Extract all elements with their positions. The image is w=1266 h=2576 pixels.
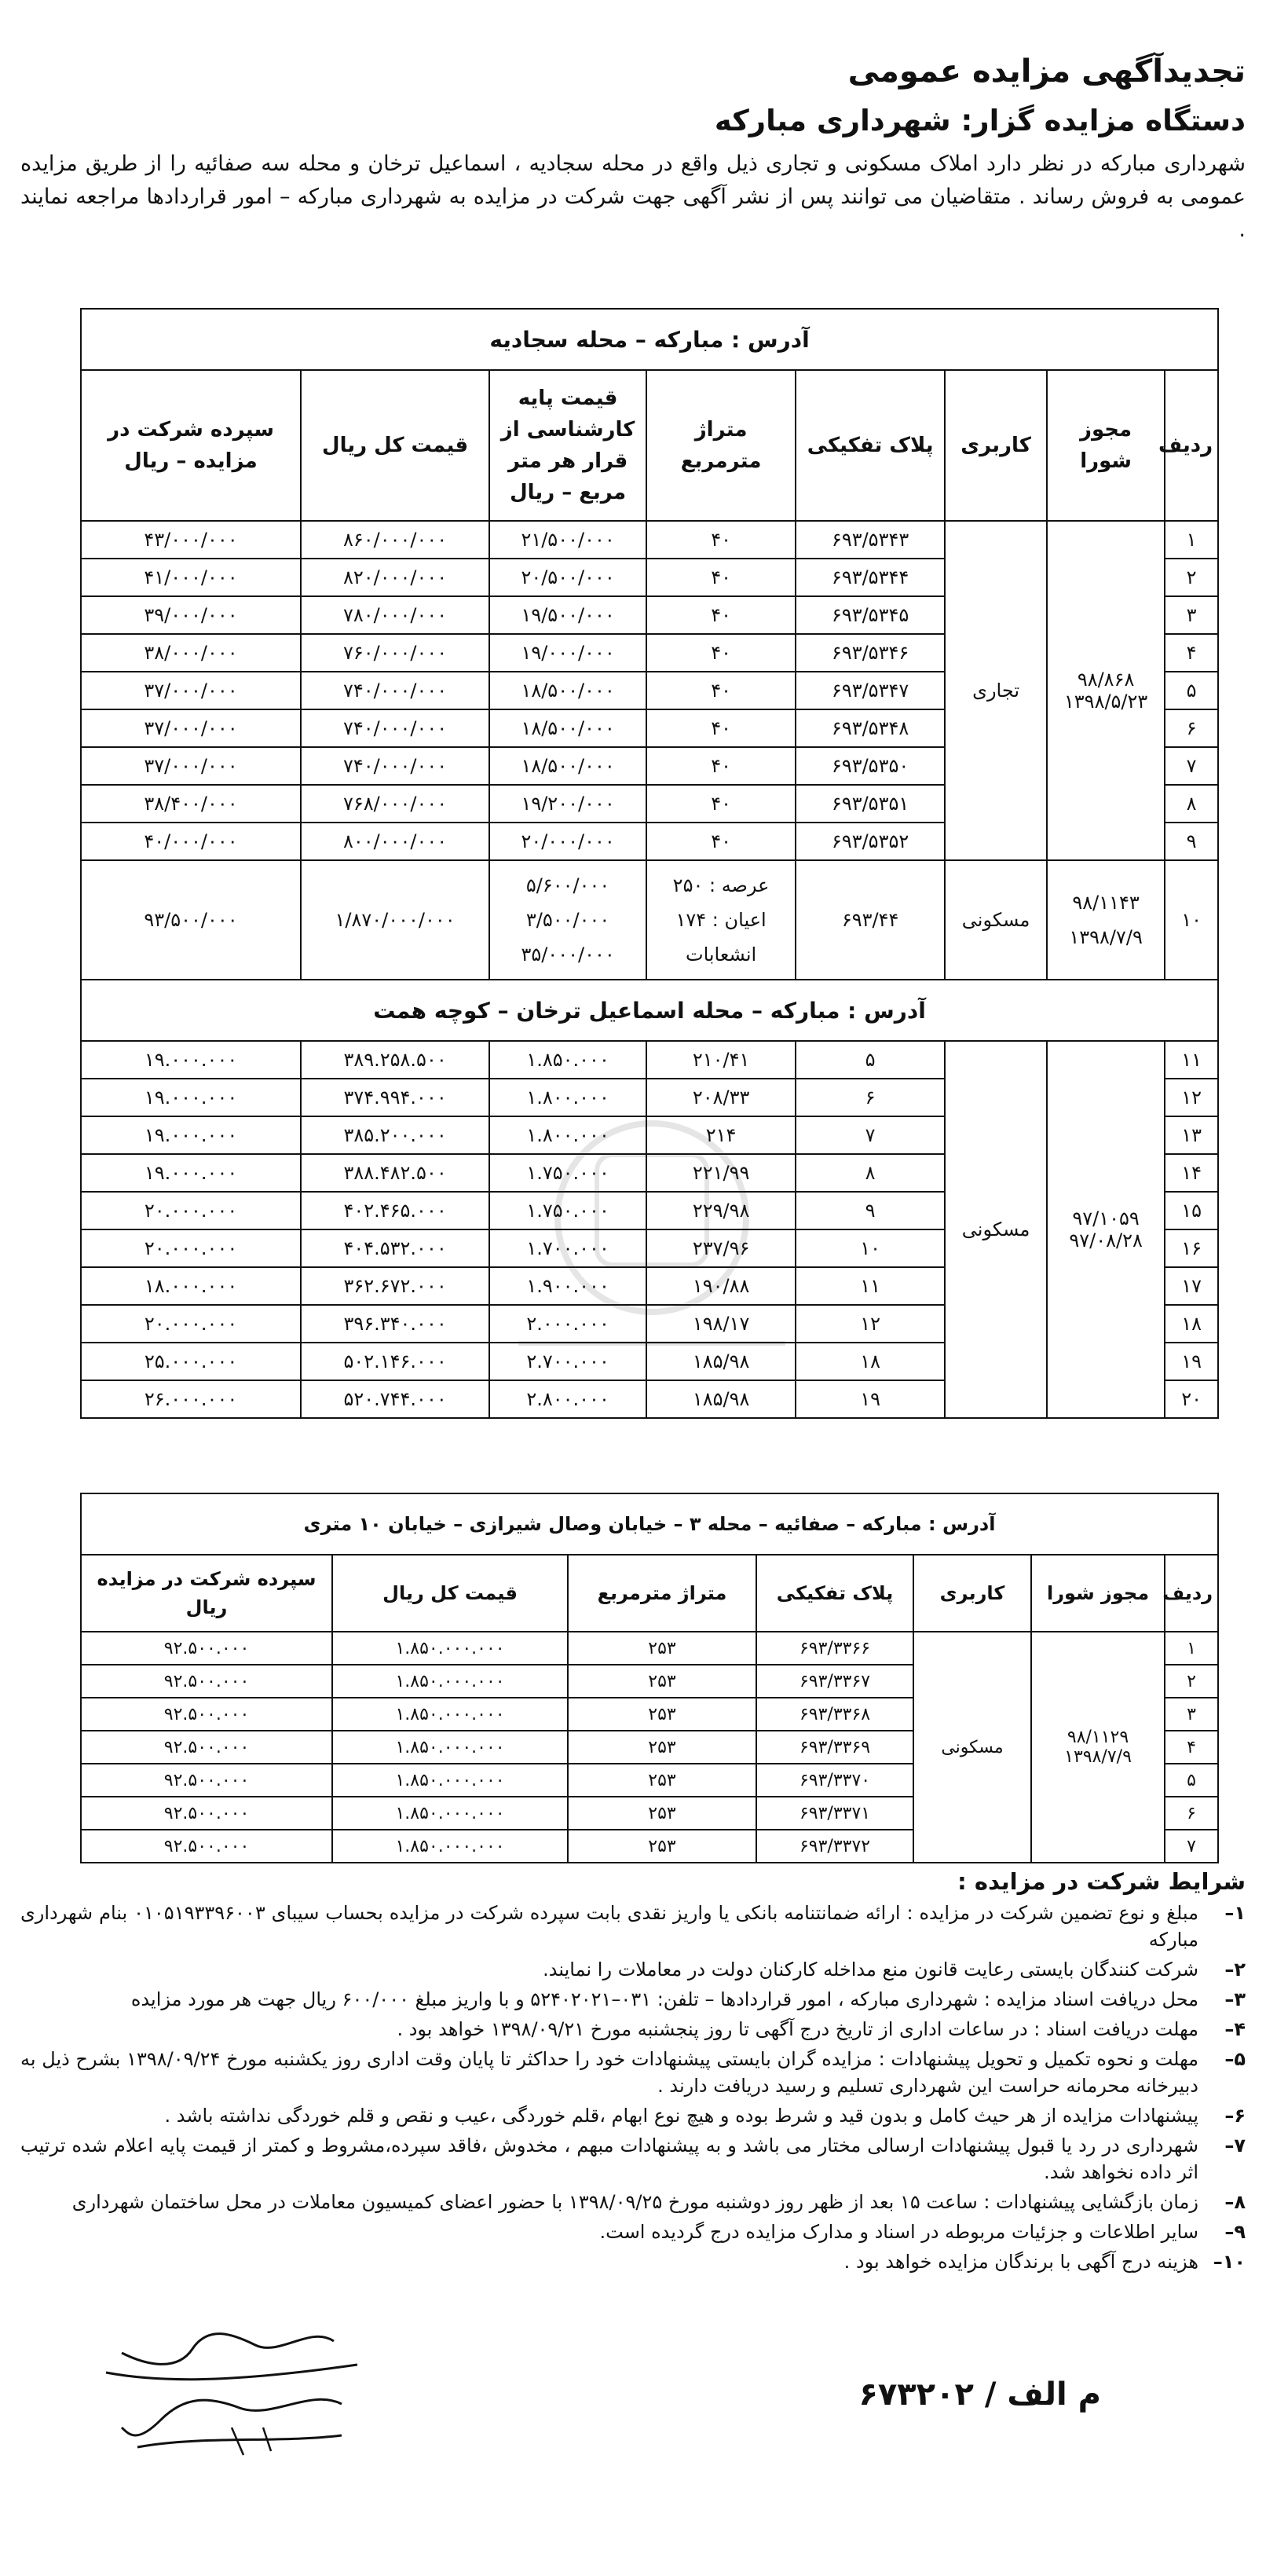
total-price-cell: ۳۹۶.۳۴۰.۰۰۰	[301, 1305, 489, 1343]
deposit-cell: ۹۲.۵۰۰.۰۰۰	[81, 1665, 332, 1698]
col-header-usage: کاربری	[945, 370, 1047, 521]
area-cell: ۴۰	[646, 785, 796, 823]
area-cell: ۲۱۴	[646, 1116, 796, 1154]
col-header-row: ردیف	[1165, 370, 1218, 521]
total-price-cell: ۷۶۰/۰۰۰/۰۰۰	[301, 634, 489, 672]
table-row	[81, 1041, 1218, 1079]
col-header-usage: کاربری	[913, 1555, 1031, 1632]
page-title: تجدیدآگهی مزایده عمومی	[847, 53, 1246, 90]
table-row	[81, 1632, 1218, 1665]
plaque-cell: ۶۹۳/۳۳۷۰	[756, 1764, 913, 1797]
properties-table-1	[80, 308, 1219, 1419]
total-price-cell: ۷۶۸/۰۰۰/۰۰۰	[301, 785, 489, 823]
address-cell: آدرس : مبارکه – صفائیه – محله ۳ – خیابان وصال شیرازی – خیابان ۱۰ متری	[81, 1493, 1218, 1555]
condition-item	[20, 1956, 1246, 1983]
deposit-cell: ۳۷/۰۰۰/۰۰۰	[81, 672, 301, 709]
row-number: ۹	[1165, 823, 1218, 860]
permit-cell: ۹۸/۱۱۴۳ ۱۳۹۸/۷/۹	[1047, 860, 1165, 980]
plaque-cell: ۶۹۳/۵۳۴۷	[796, 672, 945, 709]
condition-number: ۲–	[1224, 1959, 1246, 1981]
condition-item	[20, 2046, 1246, 2099]
plaque-cell: ۶۹۳/۳۳۶۶	[756, 1632, 913, 1665]
condition-text: مهلت دریافت اسناد : در ساعات اداری از تاریخ درج آگهی تا روز پنجشنبه مورخ ۱۳۹۸/۰۹/۲۱ خواهد بود .	[397, 2018, 1198, 2040]
deposit-cell: ۹۲.۵۰۰.۰۰۰	[81, 1731, 332, 1764]
condition-item	[20, 2102, 1246, 2129]
deposit-cell: ۲۵.۰۰۰.۰۰۰	[81, 1343, 301, 1380]
plaque-cell: ۶۹۳/۳۳۶۹	[756, 1731, 913, 1764]
address-row	[81, 980, 1218, 1041]
col-header-plaque: پلاک تفکیکی	[796, 370, 945, 521]
base-price-cell: ۱.۸۰۰.۰۰۰	[489, 1116, 646, 1154]
deposit-cell: ۲۰.۰۰۰.۰۰۰	[81, 1305, 301, 1343]
plaque-cell: ۶۹۳/۵۳۵۱	[796, 785, 945, 823]
area-cell: ۲۰۸/۳۳	[646, 1079, 796, 1116]
intro-paragraph: شهرداری مبارکه در نظر دارد املاک مسکونی و تجاری ذیل واقع در محله سجادیه ، اسماعیل ترخان و محله سه صفائیه را از طریق مزایده عمومی به فروش رساند . متقاضیان می توانند پس از نشر آگهی جهت شرکت در مزایده به شهرداری مبارکه – امور قراردادها مراجعه نمایند .	[20, 152, 1246, 242]
plaque-cell: ۶۹۳/۵۳۵۲	[796, 823, 945, 860]
row-number: ۱	[1165, 521, 1218, 559]
area-cell: ۲۵۳	[568, 1698, 756, 1731]
col-header-deposit: سپرده شرکت در مزایده – ریال	[81, 370, 301, 521]
base-price-cell: ۲۰/۵۰۰/۰۰۰	[489, 559, 646, 596]
row-number: ۲	[1165, 559, 1218, 596]
condition-item	[20, 2189, 1246, 2215]
row-number: ۷	[1165, 1830, 1218, 1863]
plaque-cell: ۶۹۳/۳۳۷۱	[756, 1797, 913, 1830]
area-cell: ۴۰	[646, 634, 796, 672]
col-header-deposit: سپرده شرکت در مزایده ریال	[81, 1555, 332, 1632]
area-cell: ۲۵۳	[568, 1830, 756, 1863]
row-number: ۱۹	[1165, 1343, 1218, 1380]
row-number: ۱۲	[1165, 1079, 1218, 1116]
total-price-cell: ۳۸۵.۲۰۰.۰۰۰	[301, 1116, 489, 1154]
row-number: ۶	[1165, 709, 1218, 747]
table-row	[81, 860, 1218, 980]
area-cell: ۱۹۰/۸۸	[646, 1267, 796, 1305]
deposit-cell: ۹۲.۵۰۰.۰۰۰	[81, 1698, 332, 1731]
row-number: ۱۷	[1165, 1267, 1218, 1305]
deposit-cell: ۹۲.۵۰۰.۰۰۰	[81, 1632, 332, 1665]
area-cell: ۲۱۰/۴۱	[646, 1041, 796, 1079]
col-header-area: متراژ مترمربع	[568, 1555, 756, 1632]
deposit-cell: ۱۹.۰۰۰.۰۰۰	[81, 1154, 301, 1192]
row-number: ۵	[1165, 1764, 1218, 1797]
plaque-cell: ۶۹۳/۵۳۴۳	[796, 521, 945, 559]
base-cell: ۵/۶۰۰/۰۰۰ ۳/۵۰۰/۰۰۰ ۳۵/۰۰۰/۰۰۰	[489, 860, 646, 980]
total-price-cell: ۷۴۰/۰۰۰/۰۰۰	[301, 747, 489, 785]
deposit-cell: ۲۰.۰۰۰.۰۰۰	[81, 1229, 301, 1267]
table-row	[81, 521, 1218, 559]
condition-number: ۴–	[1224, 2018, 1246, 2040]
condition-text: شهرداری در رد یا قبول پیشنهادات ارسالی مختار می باشد و به پیشنهادات مبهم ، مخدوش ،فاقد سپرده،مشروط و کمتر از قیمت پایه اعلام شده ترتیب اثر داده نخواهد شد.	[20, 2134, 1198, 2183]
total-price-cell: ۱.۸۵۰.۰۰۰.۰۰۰	[332, 1698, 568, 1731]
base-price-cell: ۲.۰۰۰.۰۰۰	[489, 1305, 646, 1343]
base-price-cell: ۱.۷۵۰.۰۰۰	[489, 1154, 646, 1192]
base-price-cell: ۱۸/۵۰۰/۰۰۰	[489, 709, 646, 747]
deposit-cell: ۳۸/۰۰۰/۰۰۰	[81, 634, 301, 672]
base-price-cell: ۱۹/۲۰۰/۰۰۰	[489, 785, 646, 823]
deposit-cell: ۳۷/۰۰۰/۰۰۰	[81, 709, 301, 747]
area-cell: ۲۵۳	[568, 1731, 756, 1764]
row-number: ۱۸	[1165, 1305, 1218, 1343]
area-cell: ۴۰	[646, 709, 796, 747]
row-number: ۳	[1165, 596, 1218, 634]
row-number: ۱	[1165, 1632, 1218, 1665]
plaque-cell: ۸	[796, 1154, 945, 1192]
row-number: ۲۰	[1165, 1380, 1218, 1418]
usage-cell: مسکونی	[945, 860, 1047, 980]
header-row	[81, 1555, 1218, 1632]
plaque-cell: ۵	[796, 1041, 945, 1079]
deposit-cell: ۹۲.۵۰۰.۰۰۰	[81, 1830, 332, 1863]
deposit-cell: ۱۹.۰۰۰.۰۰۰	[81, 1079, 301, 1116]
base-price-cell: ۱.۸۵۰.۰۰۰	[489, 1041, 646, 1079]
area-cell: ۲۲۱/۹۹	[646, 1154, 796, 1192]
base-price-cell: ۲.۸۰۰.۰۰۰	[489, 1380, 646, 1418]
condition-number: ۸–	[1224, 2191, 1246, 2213]
condition-text: هزینه درج آگهی با برندگان مزایده خواهد بود .	[843, 2251, 1198, 2273]
plaque-cell: ۱۰	[796, 1229, 945, 1267]
total-price-cell: ۷۴۰/۰۰۰/۰۰۰	[301, 709, 489, 747]
total-price-cell: ۴۰۲.۴۶۵.۰۰۰	[301, 1192, 489, 1229]
area-cell: ۱۹۸/۱۷	[646, 1305, 796, 1343]
col-header-permit: مجوز شورا	[1031, 1555, 1165, 1632]
condition-item	[20, 2016, 1246, 2043]
total-price-cell: ۳۸۹.۲۵۸.۵۰۰	[301, 1041, 489, 1079]
row-number: ۲	[1165, 1665, 1218, 1698]
condition-text: محل دریافت اسناد مزایده : شهرداری مبارکه ، امور قراردادها – تلفن: ۰۳۱–۵۲۴۰۲۰۲۱ و با واریز مبلغ ۶۰۰/۰۰۰ ریال جهت هر مورد مزایده	[130, 1988, 1198, 2010]
deposit-cell: ۱۹.۰۰۰.۰۰۰	[81, 1116, 301, 1154]
area-cell: ۴۰	[646, 672, 796, 709]
col-header-total-price: قیمت کل ریال	[301, 370, 489, 521]
base-price-cell: ۱۹/۰۰۰/۰۰۰	[489, 634, 646, 672]
condition-text: سایر اطلاعات و جزئیات مربوطه در اسناد و مدارک مزایده درج گردیده است.	[599, 2221, 1198, 2243]
usage-cell: مسکونی	[945, 1041, 1047, 1418]
usage-cell: مسکونی	[913, 1632, 1031, 1863]
row-number: ۳	[1165, 1698, 1218, 1731]
area-cell: ۲۵۳	[568, 1797, 756, 1830]
area-cell: ۴۰	[646, 823, 796, 860]
area-cell: ۴۰	[646, 596, 796, 634]
row-number: ۱۱	[1165, 1041, 1218, 1079]
condition-number: ۵–	[1224, 2048, 1246, 2070]
base-price-cell: ۲۱/۵۰۰/۰۰۰	[489, 521, 646, 559]
total-price-cell: ۱.۸۵۰.۰۰۰.۰۰۰	[332, 1731, 568, 1764]
area-cell: ۴۰	[646, 559, 796, 596]
plaque-cell: ۶۹۳/۵۳۴۵	[796, 596, 945, 634]
condition-text: مهلت و نحوه تکمیل و تحویل پیشنهادات : مزایده گران بایستی پیشنهادات خود را حداکثر تا پایان وقت اداری روز یکشنبه مورخ ۱۳۹۸/۰۹/۲۴ بشرح ذیل به دبیرخانه محرمانه حراست این شهرداری تسلیم و رسید دریافت دارند .	[20, 2048, 1198, 2097]
plaque-cell: ۶۹۳/۵۳۵۰	[796, 747, 945, 785]
condition-number: ۱۰–	[1213, 2251, 1246, 2273]
row-number: ۷	[1165, 747, 1218, 785]
deposit-cell: ۴۱/۰۰۰/۰۰۰	[81, 559, 301, 596]
base-price-cell: ۱۸/۵۰۰/۰۰۰	[489, 747, 646, 785]
condition-number: ۶–	[1224, 2105, 1246, 2127]
address-cell: آدرس : مبارکه – محله سجادیه	[81, 309, 1218, 370]
total-price-cell: ۳۷۴.۹۹۴.۰۰۰	[301, 1079, 489, 1116]
plaque-cell: ۷	[796, 1116, 945, 1154]
area-cell: ۱۸۵/۹۸	[646, 1343, 796, 1380]
col-header-area: متراژ مترمربع	[646, 370, 796, 521]
permit-cell: ۹۸/۸۶۸ ۱۳۹۸/۵/۲۳	[1047, 521, 1165, 860]
area-cell: ۲۳۷/۹۶	[646, 1229, 796, 1267]
row-number: ۸	[1165, 785, 1218, 823]
total-price-cell: ۱.۸۵۰.۰۰۰.۰۰۰	[332, 1665, 568, 1698]
total-price-cell: ۵۰۲.۱۴۶.۰۰۰	[301, 1343, 489, 1380]
deposit-cell: ۴۰/۰۰۰/۰۰۰	[81, 823, 301, 860]
condition-item	[20, 1986, 1246, 2013]
address-cell: آدرس : مبارکه – محله اسماعیل ترخان – کوچه همت	[81, 980, 1218, 1041]
col-header-base-price: قیمت پایه کارشناسی از قرار هر متر مربع – ریال	[489, 370, 646, 521]
total-price-cell: ۸۲۰/۰۰۰/۰۰۰	[301, 559, 489, 596]
deposit-cell: ۹۳/۵۰۰/۰۰۰	[81, 860, 301, 980]
area-cell: ۱۸۵/۹۸	[646, 1380, 796, 1418]
total-price-cell: ۳۶۲.۶۷۲.۰۰۰	[301, 1267, 489, 1305]
total-price-cell: ۸۶۰/۰۰۰/۰۰۰	[301, 521, 489, 559]
plaque-cell: ۱۹	[796, 1380, 945, 1418]
row-number: ۱۶	[1165, 1229, 1218, 1267]
plaque-cell: ۶۹۳/۵۳۴۶	[796, 634, 945, 672]
row-number: ۴	[1165, 634, 1218, 672]
total-cell: ۱/۸۷۰/۰۰۰/۰۰۰	[301, 860, 489, 980]
area-cell: ۴۰	[646, 521, 796, 559]
condition-item	[20, 1900, 1246, 1953]
condition-item	[20, 2248, 1246, 2275]
total-price-cell: ۷۴۰/۰۰۰/۰۰۰	[301, 672, 489, 709]
conditions-title: شرایط شرکت در مزایده :	[957, 1868, 1246, 1895]
row-number: ۱۳	[1165, 1116, 1218, 1154]
condition-item	[20, 2132, 1246, 2186]
total-price-cell: ۵۲۰.۷۴۴.۰۰۰	[301, 1380, 489, 1418]
page-gap	[0, 1461, 1266, 1477]
total-price-cell: ۱.۸۵۰.۰۰۰.۰۰۰	[332, 1632, 568, 1665]
plaque-cell: ۶۹۳/۳۳۶۷	[756, 1665, 913, 1698]
area-cell: ۴۰	[646, 747, 796, 785]
permit-cell: ۹۷/۱۰۵۹ ۹۷/۰۸/۲۸	[1047, 1041, 1165, 1418]
area-cell: ۲۵۳	[568, 1665, 756, 1698]
base-price-cell: ۱۸/۵۰۰/۰۰۰	[489, 672, 646, 709]
base-price-cell: ۱.۷۵۰.۰۰۰	[489, 1192, 646, 1229]
base-price-cell: ۱۹/۵۰۰/۰۰۰	[489, 596, 646, 634]
plaque-cell: ۱۸	[796, 1343, 945, 1380]
plaque-cell: ۶۹۳/۳۳۷۲	[756, 1830, 913, 1863]
deposit-cell: ۹۲.۵۰۰.۰۰۰	[81, 1764, 332, 1797]
total-price-cell: ۱.۸۵۰.۰۰۰.۰۰۰	[332, 1764, 568, 1797]
plaque-cell: ۹	[796, 1192, 945, 1229]
plaque-cell: ۶۹۳/۵۳۴۴	[796, 559, 945, 596]
plaque-cell: ۶۹۳/۵۳۴۸	[796, 709, 945, 747]
deposit-cell: ۳۸/۴۰۰/۰۰۰	[81, 785, 301, 823]
base-price-cell: ۱.۹۰۰.۰۰۰	[489, 1267, 646, 1305]
total-price-cell: ۳۸۸.۴۸۲.۵۰۰	[301, 1154, 489, 1192]
base-price-cell: ۱.۸۰۰.۰۰۰	[489, 1079, 646, 1116]
deposit-cell: ۳۷/۰۰۰/۰۰۰	[81, 747, 301, 785]
plaque-cell: ۶۹۳/۳۳۶۸	[756, 1698, 913, 1731]
deposit-cell: ۲۰.۰۰۰.۰۰۰	[81, 1192, 301, 1229]
properties-table-2	[80, 1493, 1219, 1863]
permit-cell: ۹۸/۱۱۲۹ ۱۳۹۸/۷/۹	[1031, 1632, 1165, 1863]
plaque-cell: ۶	[796, 1079, 945, 1116]
address-row	[81, 1493, 1218, 1555]
condition-number: ۱–	[1224, 1902, 1246, 1924]
address-row	[81, 309, 1218, 370]
conditions-list	[20, 1900, 1246, 2278]
plaque-cell: ۶۹۳/۴۴	[796, 860, 945, 980]
deposit-cell: ۱۸.۰۰۰.۰۰۰	[81, 1267, 301, 1305]
deposit-cell: ۲۶.۰۰۰.۰۰۰	[81, 1380, 301, 1418]
usage-cell: تجاری	[945, 521, 1047, 860]
total-price-cell: ۱.۸۵۰.۰۰۰.۰۰۰	[332, 1797, 568, 1830]
base-price-cell: ۲۰/۰۰۰/۰۰۰	[489, 823, 646, 860]
condition-text: مبلغ و نوع تضمین شرکت در مزایده : ارائه ضمانتنامه بانکی یا واریز نقدی بابت سپرده شرکت در مزایده بحساب سیبای ۰۱۰۵۱۹۳۳۹۶۰۰۳ بنام شهرداری مبارکه	[20, 1902, 1199, 1951]
base-price-cell: ۱.۷۰۰.۰۰۰	[489, 1229, 646, 1267]
area-cell: ۲۲۹/۹۸	[646, 1192, 796, 1229]
row-number: ۱۰	[1165, 860, 1218, 980]
col-header-row: ردیف	[1165, 1555, 1218, 1632]
reference-number: ۶۷۳۲۰۲ / م الف	[858, 2376, 1101, 2413]
deposit-cell: ۴۳/۰۰۰/۰۰۰	[81, 521, 301, 559]
row-number: ۱۵	[1165, 1192, 1218, 1229]
header-row	[81, 370, 1218, 521]
total-price-cell: ۴۰۴.۵۳۲.۰۰۰	[301, 1229, 489, 1267]
row-number: ۱۴	[1165, 1154, 1218, 1192]
row-number: ۶	[1165, 1797, 1218, 1830]
col-header-plaque: پلاک تفکیکی	[756, 1555, 913, 1632]
total-price-cell: ۸۰۰/۰۰۰/۰۰۰	[301, 823, 489, 860]
total-price-cell: ۷۸۰/۰۰۰/۰۰۰	[301, 596, 489, 634]
base-price-cell: ۲.۷۰۰.۰۰۰	[489, 1343, 646, 1380]
mayor-signature	[75, 2310, 404, 2467]
condition-text: زمان بازگشایی پیشنهادات : ساعت ۱۵ بعد از ظهر روز دوشنبه مورخ ۱۳۹۸/۰۹/۲۵ با حضور اعضای کمیسیون معاملات در محل ساختمان شهرداری	[71, 2191, 1198, 2213]
total-price-cell: ۱.۸۵۰.۰۰۰.۰۰۰	[332, 1830, 568, 1863]
condition-number: ۹–	[1224, 2221, 1246, 2243]
deposit-cell: ۱۹.۰۰۰.۰۰۰	[81, 1041, 301, 1079]
condition-number: ۷–	[1224, 2134, 1246, 2156]
organizer-line: دستگاه مزایده گزار: شهرداری مبارکه	[714, 104, 1246, 137]
row-number: ۴	[1165, 1731, 1218, 1764]
col-header-total-price: قیمت کل ریال	[332, 1555, 568, 1632]
condition-text: شرکت کنندگان بایستی رعایت قانون منع مداخله کارکنان دولت در معاملات را نمایند.	[543, 1959, 1198, 1981]
condition-number: ۳–	[1224, 1988, 1246, 2010]
area-cell: ۲۵۳	[568, 1764, 756, 1797]
row-number: ۵	[1165, 672, 1218, 709]
plaque-cell: ۱۲	[796, 1305, 945, 1343]
deposit-cell: ۳۹/۰۰۰/۰۰۰	[81, 596, 301, 634]
condition-text: پیشنهادات مزایده از هر حیث کامل و بدون قید و شرط بوده و هیچ نوع ابهام ،قلم خوردگی ،عیب و نقص و قلم خوردگی نداشته باشد .	[164, 2105, 1198, 2127]
deposit-cell: ۹۲.۵۰۰.۰۰۰	[81, 1797, 332, 1830]
area-cell: عرصه : ۲۵۰ اعیان : ۱۷۴ انشعابات	[646, 860, 796, 980]
condition-item	[20, 2219, 1246, 2245]
col-header-permit: مجوز شورا	[1047, 370, 1165, 521]
area-cell: ۲۵۳	[568, 1632, 756, 1665]
plaque-cell: ۱۱	[796, 1267, 945, 1305]
